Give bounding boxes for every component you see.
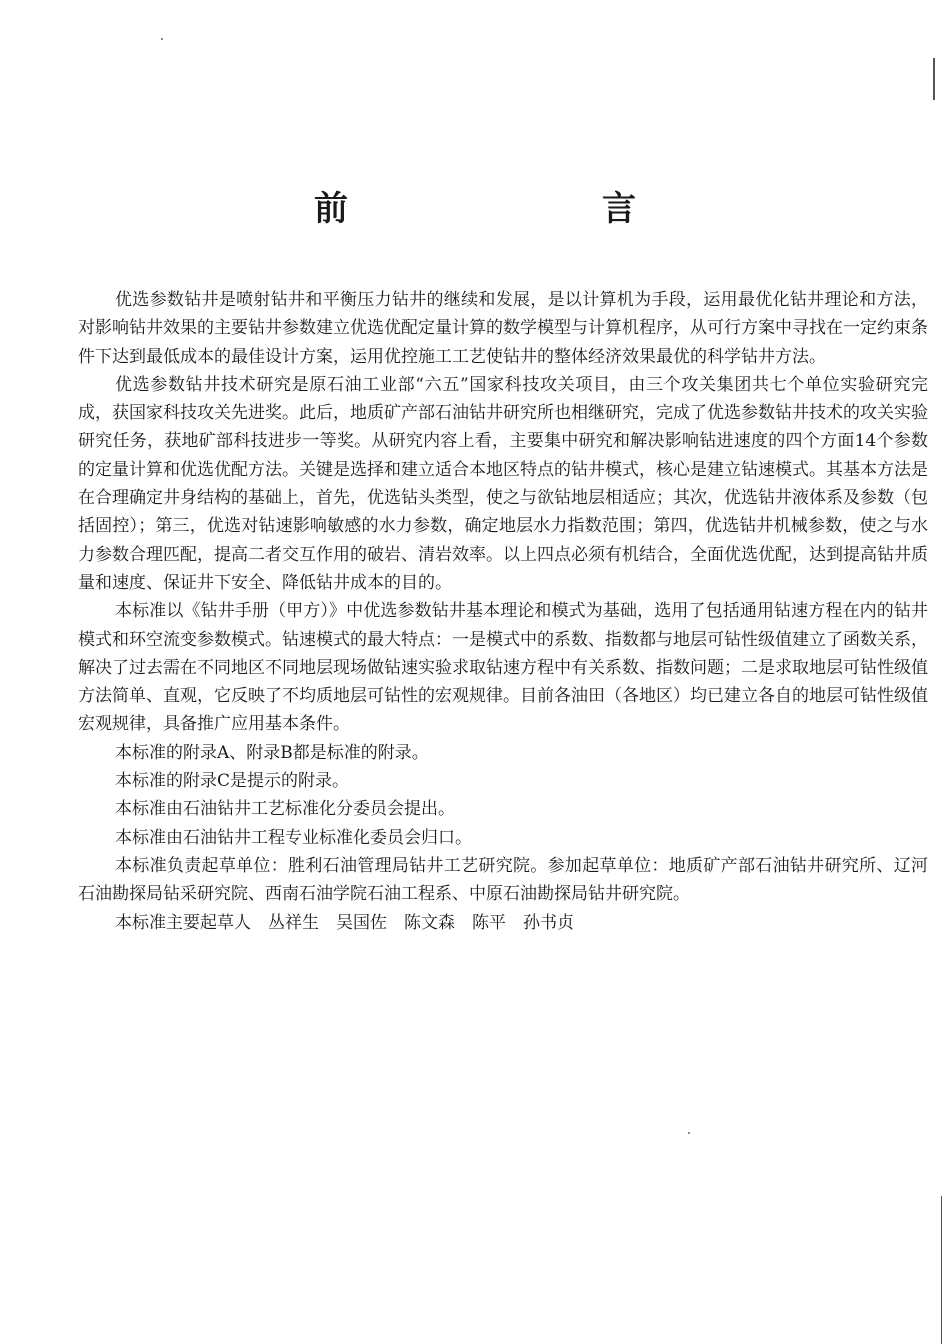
page-title: 前 言 (314, 189, 746, 229)
paragraph-basis: 本标准以《钻井手册（甲方）》中优选参数钻井基本理论和模式为基础，选用了包括通用钻速方程在内的钻井模式和环空流变参数模式。钻速模式的最大特点：一是模式中的系数、指数都与地层可钻性级值建立了函数关系，解决了过去需在不同地区不同地层现场做钻速实验求取钻速方程中有关系数、指数问题；二是求取地层可钻性级值方法简单、直观，它反映了不均质地层可钻性的宏观规律。目前各油田（各地区）均已建立各自的地层可钻性级值宏观规律，具备推广应用基本条件。 (78, 601, 928, 735)
paragraph-appendix-ab: 本标准的附录A、附录B都是标准的附录。 (115, 742, 429, 763)
scan-speck (688, 1132, 690, 1134)
paragraph-proposer: 本标准由石油钻井工艺标准化分委员会提出。 (115, 799, 455, 820)
paragraph-administrator: 本标准由石油钻井工程专业标准化委员会归口。 (115, 827, 472, 848)
paragraph-drafting-units: 本标准负责起草单位：胜利石油管理局钻井工艺研究院。参加起草单位：地质矿产部石油钻井研究所、辽河石油勘探局钻采研究院、西南石油学院石油工程系、中原石油勘探局钻井研究院。 (78, 855, 928, 905)
scan-edge-mark (933, 58, 935, 100)
paragraph-appendix-c: 本标准的附录C是提示的附录。 (115, 771, 350, 792)
paragraph-drafters: 本标准主要起草人 丛祥生 吴国佐 陈文森 陈平 孙书贞 (115, 912, 574, 933)
paragraph-intro: 优选参数钻井是喷射钻井和平衡压力钻井的继续和发展，是以计算机为手段，运用最优化钻井理论和方法，对影响钻井效果的主要钻井参数建立优选优配定量计算的数学模型与计算机程序，从可行方案中寻找在一定约束条件下达到最低成本的最佳设计方案，运用优控施工工艺使钻井的整体经济效果最优的科学钻井方法。 (78, 290, 928, 367)
paragraph-research: 优选参数钻井技术研究是原石油工业部“六五”国家科技攻关项目，由三个攻关集团共七个单位实验研究完成，获国家科技攻关先进奖。此后，地质矿产部石油钻井研究所也相继研究，完成了优选参数钻井技术的攻关实验研究任务，获地矿部科技进步一等奖。从研究内容上看，主要集中研究和解决影响钻进速度的四个方面14个参数的定量计算和优选优配方法。关键是选择和建立适合本地区特点的钻井模式，核心是建立钻速模式。其基本方法是在合理确定井身结构的基础上，首先，优选钻头类型，使之与欲钻地层相适应；其次，优选钻井液体系及参数（包括固控）；第三，优选对钻速影响敏感的水力参数，确定地层水力指数范围；第四，优选钻井机械参数，使之与水力参数合理匹配，提高二者交互作用的破岩、清岩效率。以上四点必须有机结合，全面优选优配，达到提高钻井质量和速度、保证井下安全、降低钻井成本的目的。 (78, 374, 928, 593)
scan-edge-mark (941, 1196, 942, 1344)
preface-body (78, 286, 928, 937)
scan-speck (161, 38, 163, 40)
